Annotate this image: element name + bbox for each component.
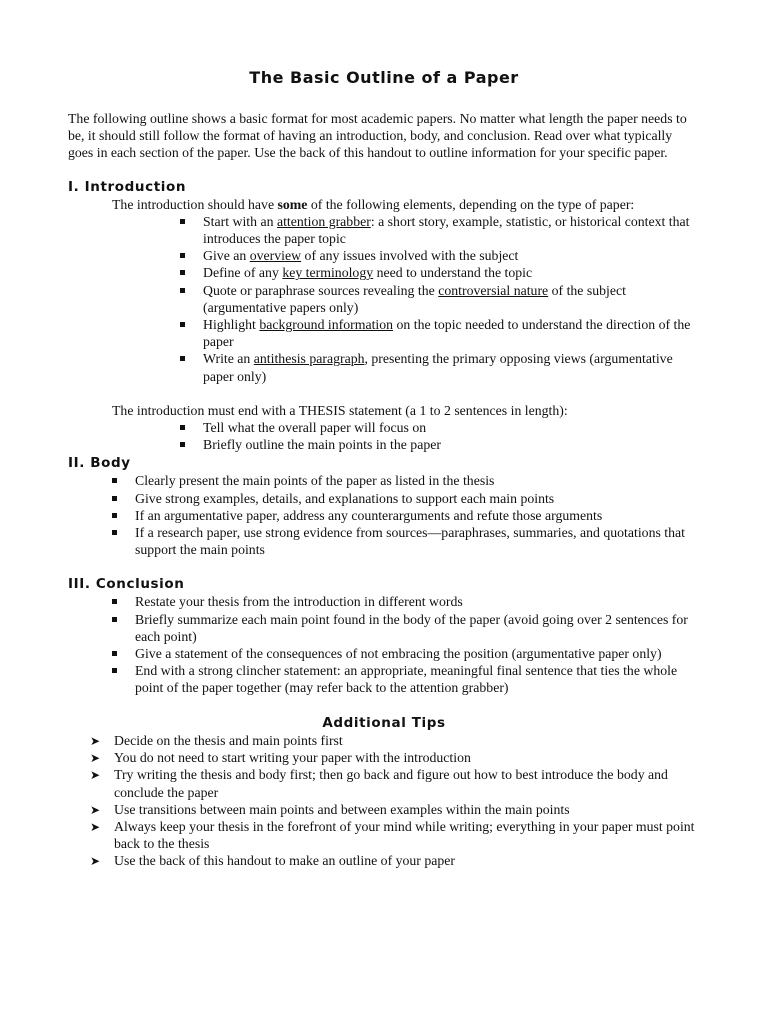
square-bullet-icon [112, 617, 117, 622]
arrow-bullet-icon: ➤ [90, 819, 101, 834]
section-heading-introduction: I. Introduction [68, 178, 187, 195]
list-item [112, 593, 700, 610]
body-list [112, 472, 700, 558]
item-text: Give an [203, 248, 250, 264]
conclusion-list [112, 593, 700, 696]
item-text: You do not need to start writing your paper with the introduction [114, 750, 471, 766]
square-bullet-icon [112, 599, 117, 604]
square-bullet-icon [180, 288, 185, 293]
tips-list [90, 732, 700, 870]
list-item [90, 766, 700, 800]
item-text: Give strong examples, details, and explanations to support each main points [135, 490, 555, 506]
lead-text: of the following elements, depending on the type of paper: [307, 196, 635, 212]
section-heading-body: II. Body [68, 455, 131, 472]
item-text: Start with an [203, 213, 277, 229]
item-text: Give a statement of the consequences of not embracing the position (argumentative paper only) [135, 646, 662, 662]
item-text: Try writing the thesis and body first; then go back and figure out how to best introduce the body and conclude the paper [114, 767, 668, 800]
item-text: of any issues involved with the subject [301, 248, 519, 264]
underlined-term: key terminology [282, 265, 374, 281]
intro-paragraph: The following outline shows a basic format for most academic papers. No matter what length the paper needs to be, it should still follow the format of having an introduction, body, and conclusion. Read over what typically goes in each section of the paper. Use the back of this handout to outline information for your specific paper. [68, 111, 687, 161]
list-item [180, 282, 700, 316]
list-item [112, 507, 700, 524]
list-item [90, 852, 700, 869]
underlined-term: antithesis paragraph [253, 351, 365, 367]
square-bullet-icon [180, 356, 185, 361]
item-text: Use transitions between main points and between examples within the main points [114, 801, 570, 817]
item-text: Use the back of this handout to make an outline of your paper [114, 853, 455, 869]
underlined-term: controversial nature [438, 282, 549, 298]
list-item [90, 801, 700, 818]
item-text: Write an [203, 351, 254, 367]
square-bullet-icon [112, 651, 117, 656]
list-item [180, 436, 700, 453]
item-text: Briefly outline the main points in the paper [203, 437, 441, 453]
introduction-lead [112, 196, 700, 213]
list-item [180, 316, 700, 350]
square-bullet-icon [180, 219, 185, 224]
arrow-bullet-icon: ➤ [90, 768, 101, 783]
item-text: Tell what the overall paper will focus on [203, 420, 427, 436]
item-text: Clearly present the main points of the paper as listed in the thesis [135, 473, 495, 489]
underlined-term: attention grabber [276, 213, 371, 229]
underlined-term: overview [249, 248, 302, 264]
item-text: Briefly summarize each main point found in the body of the paper (avoid going over 2 sentences for each point) [135, 611, 688, 644]
arrow-bullet-icon: ➤ [90, 802, 101, 817]
list-item [180, 213, 700, 247]
item-text: on the topic needed to understand the direction of the paper [203, 317, 691, 350]
thesis-list [180, 419, 700, 453]
item-text: Always keep your thesis in the forefront of your mind while writing; everything in your paper must point back to the thesis [114, 818, 695, 852]
square-bullet-icon [180, 270, 185, 275]
square-bullet-icon [180, 425, 185, 430]
list-item [180, 264, 700, 281]
list-item [180, 419, 700, 436]
square-bullet-icon [180, 442, 185, 447]
underlined-term: background information [259, 317, 394, 333]
item-text: of the subject (argumentative papers only) [203, 282, 626, 315]
arrow-bullet-icon: ➤ [90, 854, 101, 869]
item-text: If an argumentative paper, address any counterarguments and refute those arguments [135, 507, 603, 523]
item-text: need to understand the topic [373, 265, 533, 281]
item-text: Quote or paraphrase sources revealing the [203, 282, 439, 298]
item-text: Restate your thesis from the introduction in different words [135, 594, 463, 610]
square-bullet-icon [112, 530, 117, 535]
list-item [112, 611, 700, 645]
list-item [112, 645, 700, 662]
arrow-bullet-icon: ➤ [90, 733, 101, 748]
item-text: Decide on the thesis and main points first [114, 732, 343, 748]
section-heading-conclusion: III. Conclusion [68, 576, 185, 593]
introduction-elements-list [180, 213, 700, 385]
list-item [112, 472, 700, 489]
arrow-bullet-icon: ➤ [90, 751, 101, 766]
thesis-lead: The introduction must end with a THESIS statement (a 1 to 2 sentences in length): [112, 402, 568, 418]
list-item [90, 732, 700, 749]
lead-bold-text: some [277, 196, 308, 212]
item-text: If a research paper, use strong evidence from sources—paraphrases, summaries, and quotations that support the main points [135, 525, 685, 558]
item-text: : a short story, example, statistic, or historical context that introduces the paper topic [203, 213, 690, 247]
square-bullet-icon [180, 322, 185, 327]
item-text: , presenting the primary opposing views (argumentative paper only) [203, 351, 673, 384]
item-text: End with a strong clincher statement: an appropriate, meaningful final sentence that ties the whole point of the paper together (may refer back to the attention grabber) [135, 663, 678, 696]
tips-heading: Additional Tips [322, 714, 446, 731]
square-bullet-icon [112, 668, 117, 673]
list-item [112, 524, 700, 558]
square-bullet-icon [112, 478, 117, 483]
list-item [90, 749, 700, 766]
list-item [180, 350, 700, 384]
list-item [112, 490, 700, 507]
page-title: The Basic Outline of a Paper [249, 68, 519, 87]
square-bullet-icon [112, 496, 117, 501]
lead-text: The introduction should have [112, 196, 278, 212]
item-text: Highlight [203, 317, 260, 333]
square-bullet-icon [180, 253, 185, 258]
list-item [112, 662, 700, 696]
square-bullet-icon [112, 513, 117, 518]
item-text: Define of any [203, 265, 283, 281]
list-item [180, 247, 700, 264]
list-item [90, 818, 700, 852]
